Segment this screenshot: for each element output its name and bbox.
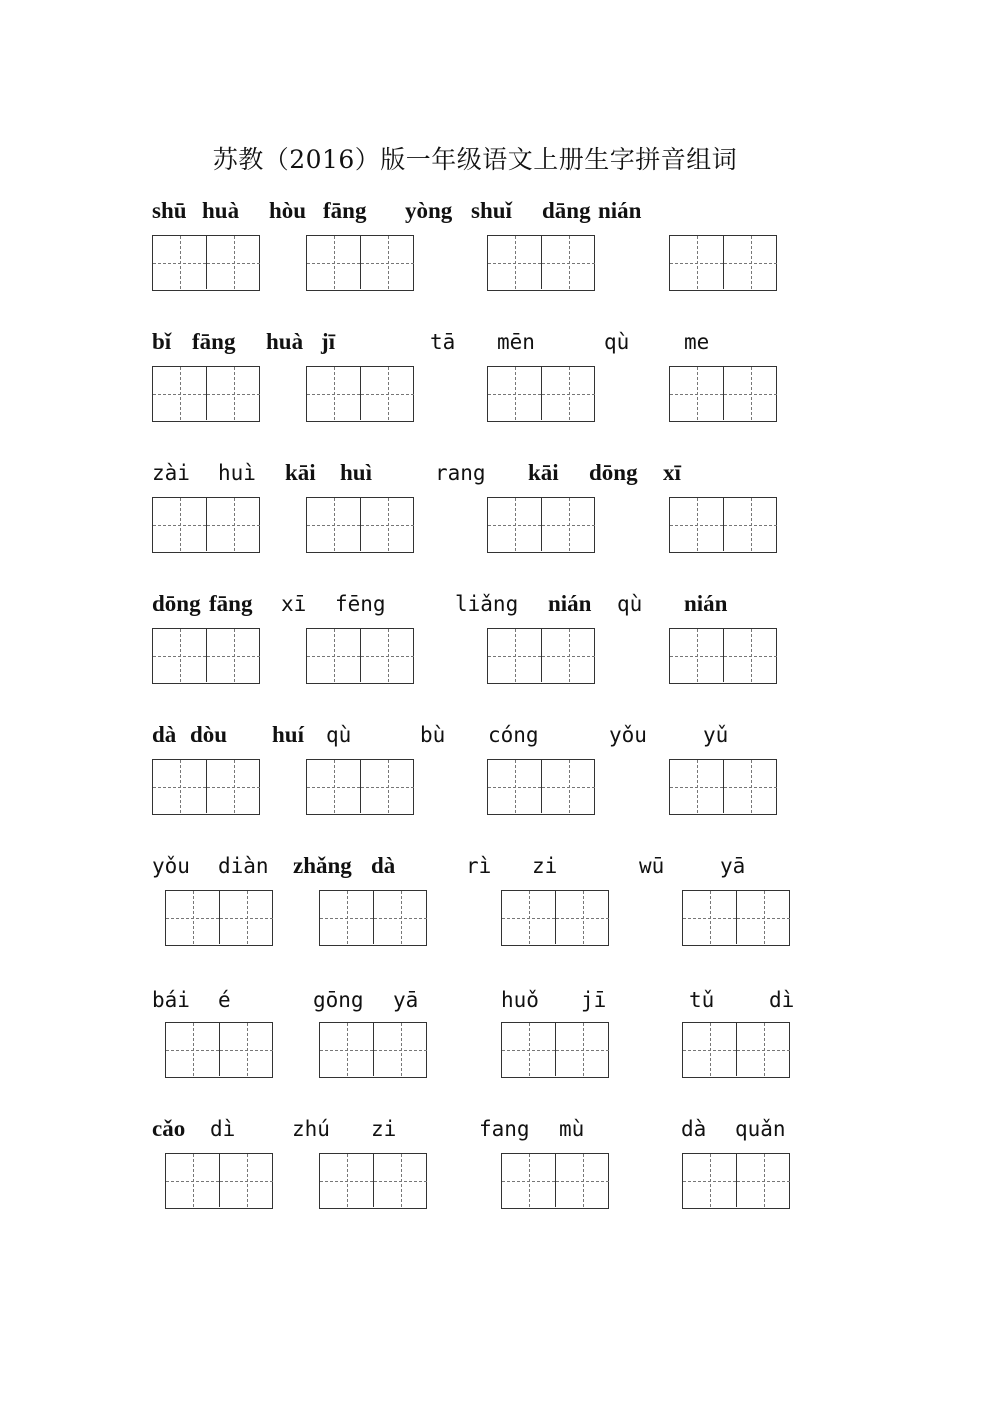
character-cell[interactable] (541, 367, 595, 420)
writing-box[interactable] (487, 497, 595, 553)
character-cell[interactable] (670, 760, 723, 813)
character-cell[interactable] (683, 1023, 736, 1076)
writing-box[interactable] (152, 759, 260, 815)
exercise-row (0, 1113, 1000, 1243)
pinyin-syllable: fāng (323, 198, 367, 223)
writing-box[interactable] (682, 890, 790, 946)
pinyin-syllable: kāi (528, 460, 559, 485)
character-cell[interactable] (555, 891, 609, 944)
writing-box[interactable] (669, 366, 777, 422)
writing-box[interactable] (669, 628, 777, 684)
character-cell[interactable] (307, 236, 360, 289)
exercise-row (0, 850, 1000, 980)
character-cell[interactable] (373, 1154, 427, 1207)
character-cell[interactable] (670, 629, 723, 682)
pinyin-syllable: dāng (542, 198, 591, 223)
character-cell[interactable] (488, 498, 541, 551)
pinyin-syllable: yǔ (703, 723, 729, 747)
writing-box[interactable] (669, 497, 777, 553)
pinyin-syllable: mù (559, 1117, 585, 1141)
character-cell[interactable] (360, 367, 414, 420)
exercise-row (0, 457, 1000, 587)
character-cell[interactable] (555, 1023, 609, 1076)
character-cell[interactable] (723, 760, 777, 813)
pinyin-syllable: dòu (190, 722, 228, 747)
writing-box[interactable] (306, 235, 414, 291)
pinyin-syllable: xī (281, 592, 307, 616)
pinyin-syllable: huì (218, 461, 256, 485)
writing-box[interactable] (669, 759, 777, 815)
pinyin-syllable: rì (466, 854, 492, 878)
pinyin-syllable: huà (202, 198, 240, 223)
character-cell[interactable] (488, 629, 541, 682)
character-cell[interactable] (320, 891, 373, 944)
exercise-row (0, 326, 1000, 456)
character-cell[interactable] (541, 760, 595, 813)
pinyin-syllable: dì (769, 988, 795, 1012)
pinyin-syllable: yā (720, 854, 746, 878)
pinyin-syllable: wū (639, 854, 665, 878)
pinyin-syllable: bái (152, 988, 190, 1012)
writing-box[interactable] (319, 1153, 427, 1209)
pinyin-syllable: huà (266, 329, 304, 354)
pinyin-syllable: dōng (152, 591, 201, 616)
pinyin-syllable: yǒu (609, 723, 647, 747)
pinyin-syllable: dà (152, 722, 177, 747)
character-cell[interactable] (206, 236, 260, 289)
pinyin-syllable: kāi (285, 460, 316, 485)
character-cell[interactable] (360, 498, 414, 551)
character-cell[interactable] (360, 760, 414, 813)
character-cell[interactable] (541, 498, 595, 551)
pinyin-syllable: yòng (405, 198, 453, 223)
character-cell[interactable] (736, 1023, 790, 1076)
pinyin-syllable: jī (581, 988, 607, 1012)
pinyin-syllable: dì (210, 1117, 236, 1141)
character-cell[interactable] (683, 1154, 736, 1207)
pinyin-syllable: hòu (269, 198, 307, 223)
character-cell[interactable] (206, 629, 260, 682)
exercise-row (0, 588, 1000, 718)
pinyin-syllable: yā (393, 988, 419, 1012)
character-cell[interactable] (206, 367, 260, 420)
pinyin-syllable: tǔ (689, 988, 715, 1012)
writing-box[interactable] (152, 628, 260, 684)
pinyin-syllable: cóng (488, 723, 539, 747)
pinyin-syllable: shuǐ (471, 198, 512, 223)
exercise-row (0, 719, 1000, 849)
pinyin-syllable: qù (326, 723, 352, 747)
pinyin-syllable: huǒ (501, 988, 539, 1012)
pinyin-syllable: nián (548, 591, 592, 616)
pinyin-syllable: dà (371, 853, 396, 878)
writing-box[interactable] (319, 890, 427, 946)
writing-box[interactable] (306, 497, 414, 553)
character-cell[interactable] (153, 367, 206, 420)
writing-box[interactable] (487, 235, 595, 291)
character-cell[interactable] (736, 891, 790, 944)
character-cell[interactable] (723, 367, 777, 420)
writing-box[interactable] (152, 235, 260, 291)
character-cell[interactable] (153, 629, 206, 682)
pinyin-syllable: liǎng (455, 592, 519, 616)
pinyin-syllable: zi (532, 854, 558, 878)
character-cell[interactable] (736, 1154, 790, 1207)
pinyin-syllable: zhǎng (293, 853, 352, 878)
writing-box[interactable] (501, 1022, 609, 1078)
pinyin-syllable: bǐ (152, 329, 172, 354)
writing-box[interactable] (165, 890, 273, 946)
pinyin-syllable: é (218, 988, 231, 1012)
writing-box[interactable] (152, 366, 260, 422)
pinyin-syllable: qù (617, 592, 643, 616)
pinyin-syllable: nián (684, 591, 728, 616)
pinyin-syllable: quǎn (735, 1117, 786, 1141)
character-cell[interactable] (670, 367, 723, 420)
pinyin-syllable: shū (152, 198, 187, 223)
character-cell[interactable] (307, 629, 360, 682)
pinyin-syllable: mēn (497, 330, 535, 354)
exercise-row (0, 984, 1000, 1114)
pinyin-syllable: gōng (313, 988, 364, 1012)
character-cell[interactable] (670, 236, 723, 289)
page-title: 苏教（2016）版一年级语文上册生字拼音组词 (212, 145, 738, 174)
writing-box[interactable] (682, 1153, 790, 1209)
character-cell[interactable] (723, 498, 777, 551)
character-cell[interactable] (488, 236, 541, 289)
writing-box[interactable] (501, 890, 609, 946)
character-cell[interactable] (373, 891, 427, 944)
pinyin-syllable: zi (371, 1117, 397, 1141)
character-cell[interactable] (206, 498, 260, 551)
character-cell[interactable] (488, 760, 541, 813)
pinyin-syllable: zài (152, 461, 190, 485)
writing-box[interactable] (319, 1022, 427, 1078)
character-cell[interactable] (373, 1023, 427, 1076)
character-cell[interactable] (166, 1023, 219, 1076)
pinyin-syllable: fāng (192, 329, 236, 354)
character-cell[interactable] (723, 236, 777, 289)
character-cell[interactable] (307, 760, 360, 813)
character-cell[interactable] (153, 760, 206, 813)
character-cell[interactable] (360, 236, 414, 289)
writing-box[interactable] (165, 1022, 273, 1078)
writing-box[interactable] (152, 497, 260, 553)
character-cell[interactable] (555, 1154, 609, 1207)
pinyin-syllable: jī (321, 329, 336, 354)
pinyin-syllable: zhú (292, 1117, 330, 1141)
writing-box[interactable] (306, 759, 414, 815)
pinyin-syllable: cǎo (152, 1116, 186, 1141)
character-cell[interactable] (153, 236, 206, 289)
pinyin-syllable: diàn (218, 854, 269, 878)
pinyin-syllable: huì (340, 460, 372, 485)
pinyin-syllable: xī (663, 460, 681, 485)
pinyin-syllable: yǒu (152, 854, 190, 878)
character-cell[interactable] (670, 498, 723, 551)
character-cell[interactable] (166, 1154, 219, 1207)
pinyin-syllable: fēng (335, 592, 386, 616)
character-cell[interactable] (360, 629, 414, 682)
character-cell[interactable] (541, 236, 595, 289)
character-cell[interactable] (166, 891, 219, 944)
character-cell[interactable] (320, 1023, 373, 1076)
pinyin-syllable: me (684, 330, 710, 354)
pinyin-syllable: fang (479, 1117, 530, 1141)
character-cell[interactable] (307, 367, 360, 420)
character-cell[interactable] (502, 1154, 555, 1207)
character-cell[interactable] (307, 498, 360, 551)
writing-box[interactable] (669, 235, 777, 291)
writing-box[interactable] (682, 1022, 790, 1078)
character-cell[interactable] (488, 367, 541, 420)
character-cell[interactable] (723, 629, 777, 682)
writing-box[interactable] (306, 366, 414, 422)
pinyin-syllable: rang (435, 461, 486, 485)
character-cell[interactable] (153, 498, 206, 551)
character-cell[interactable] (219, 1154, 273, 1207)
pinyin-syllable: fāng (209, 591, 253, 616)
pinyin-syllable: huí (272, 722, 304, 747)
character-cell[interactable] (541, 629, 595, 682)
character-cell[interactable] (320, 1154, 373, 1207)
pinyin-syllable: dà (681, 1117, 707, 1141)
writing-box[interactable] (501, 1153, 609, 1209)
character-cell[interactable] (683, 891, 736, 944)
writing-box[interactable] (487, 366, 595, 422)
pinyin-syllable: tā (430, 330, 456, 354)
pinyin-syllable: nián (598, 198, 642, 223)
writing-box[interactable] (487, 759, 595, 815)
pinyin-syllable: bù (420, 723, 446, 747)
character-cell[interactable] (219, 891, 273, 944)
exercise-row (0, 195, 1000, 325)
character-cell[interactable] (219, 1023, 273, 1076)
character-cell[interactable] (502, 1023, 555, 1076)
pinyin-syllable: qù (604, 330, 630, 354)
writing-box[interactable] (487, 628, 595, 684)
pinyin-syllable: dōng (589, 460, 638, 485)
writing-box[interactable] (165, 1153, 273, 1209)
character-cell[interactable] (206, 760, 260, 813)
character-cell[interactable] (502, 891, 555, 944)
writing-box[interactable] (306, 628, 414, 684)
